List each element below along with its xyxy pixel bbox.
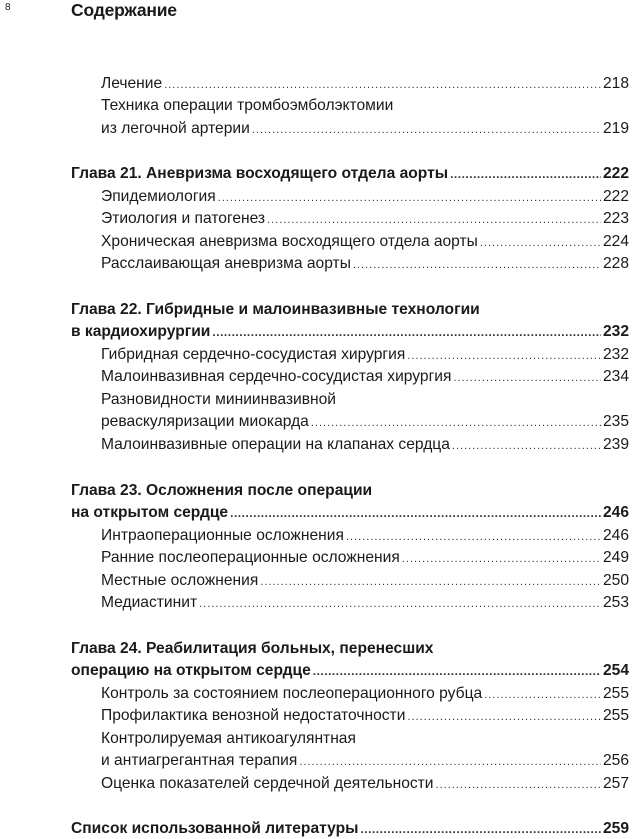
chapter-title: Глава 21. Аневризма восходящего отдела аорты [71, 165, 449, 182]
dot-leader [199, 594, 601, 614]
toc-entry[interactable] [101, 706, 629, 727]
toc-bibliography[interactable] [71, 819, 629, 839]
toc-entry-line[interactable] [101, 390, 629, 410]
toc-entry-title: Гибридная сердечно-сосудистая хирургия [101, 346, 406, 363]
chapter-title: Глава 23. Осложнения после операции [71, 482, 373, 499]
toc-chapter-23-line[interactable] [71, 481, 629, 501]
toc-page-number: 255 [602, 685, 629, 702]
toc-entry-title: Медиастинит [101, 594, 198, 611]
toc-entry[interactable] [101, 119, 629, 140]
toc-entry[interactable] [101, 254, 629, 275]
chapter-title: Глава 22. Гибридные и малоинвазивные технологии [71, 301, 480, 318]
dot-leader [218, 188, 601, 208]
toc-page-number: 219 [602, 120, 629, 137]
toc-entry-title: Эпидемиология [101, 188, 216, 205]
toc-entry-title: Оценка показателей сердечной деятельности [101, 775, 434, 792]
toc-entry-title: Хроническая аневризма восходящего отдела аорты [101, 233, 478, 250]
toc-entry-title: Техника операции тромбоэмболэктомии [101, 97, 394, 114]
toc-entry[interactable] [101, 435, 629, 456]
dot-leader [436, 775, 601, 795]
dot-leader [252, 120, 601, 140]
toc-page-number: 234 [602, 368, 629, 385]
dot-leader [212, 322, 601, 342]
toc-entry[interactable] [101, 209, 629, 230]
toc-chapter-23[interactable] [71, 503, 629, 523]
toc-entry-title: и антиагрегантная терапия [101, 752, 298, 769]
toc-entry-title: Лечение [101, 75, 163, 92]
toc-chapter-24[interactable] [71, 661, 629, 681]
toc-chapter-24-line[interactable] [71, 639, 629, 659]
toc-entry-title: Малоинвазивные операции на клапанах сердца [101, 436, 450, 453]
toc-entry-title: Интраоперационные осложнения [101, 527, 344, 544]
dot-leader [313, 661, 601, 681]
toc-entry[interactable] [101, 345, 629, 366]
dot-leader [267, 210, 601, 230]
dot-leader [311, 413, 601, 433]
dot-leader [346, 527, 601, 547]
toc-entry-title: Местные осложнения [101, 572, 259, 589]
toc-page-number: 228 [602, 255, 629, 272]
toc-chapter-21[interactable] [71, 164, 629, 184]
chapter-title: в кардиохирургии [71, 323, 211, 340]
toc-entry-title: Малоинвазивная сердечно-сосудистая хирургия [101, 368, 452, 385]
chapter-title: Глава 24. Реабилитация больных, перенесших [71, 640, 434, 657]
toc-page-number: 224 [602, 233, 629, 250]
toc-page-number: 232 [602, 323, 629, 340]
dot-leader [450, 164, 601, 184]
toc-page-number: 246 [602, 527, 629, 544]
dot-leader [353, 255, 601, 275]
dot-leader [360, 819, 601, 839]
toc-page-number: 232 [602, 346, 629, 363]
dot-leader [407, 346, 601, 366]
toc-entry[interactable] [101, 367, 629, 388]
toc-entry[interactable] [101, 684, 629, 705]
toc-entry[interactable] [101, 751, 629, 772]
toc-page-number: 249 [602, 549, 629, 566]
toc-page-number: 222 [602, 165, 629, 182]
dot-leader [164, 75, 601, 95]
dot-leader [452, 436, 601, 456]
dot-leader [299, 752, 601, 772]
toc-page-number: 222 [602, 188, 629, 205]
chapter-title: Список использованной литературы [71, 820, 359, 837]
toc-entry[interactable] [101, 571, 629, 592]
dot-leader [480, 233, 601, 253]
toc-entry[interactable] [101, 74, 629, 95]
dot-leader [407, 707, 601, 727]
toc-page-number: 253 [602, 594, 629, 611]
toc-entry-title: из легочной артерии [101, 120, 250, 137]
toc-page-number: 256 [602, 752, 629, 769]
toc-entry[interactable] [101, 526, 629, 547]
toc-page-number: 259 [602, 820, 629, 837]
toc-entry-title: Ранние послеоперационные осложнения [101, 549, 400, 566]
dot-leader [260, 572, 601, 592]
toc-entry[interactable] [101, 232, 629, 253]
page-number: 8 [5, 2, 11, 13]
toc-page-number: 239 [602, 436, 629, 453]
dot-leader [230, 503, 601, 523]
chapter-title: операцию на открытом сердце [71, 662, 311, 679]
toc-page-number: 255 [602, 707, 629, 724]
toc-page-number: 250 [602, 572, 629, 589]
toc-chapter-22-line[interactable] [71, 300, 629, 320]
toc-entry-line[interactable] [101, 96, 629, 116]
toc-entry-title: Профилактика венозной недостаточности [101, 707, 406, 724]
toc-entry-line[interactable] [101, 729, 629, 749]
toc-entry[interactable] [101, 593, 629, 614]
dot-leader [402, 549, 601, 569]
toc-page-number: 254 [602, 662, 629, 679]
toc-page-number: 257 [602, 775, 629, 792]
toc-page-number: 218 [602, 75, 629, 92]
toc-entry-title: Контролируемая антикоагулянтная [101, 730, 356, 747]
toc-chapter-22[interactable] [71, 322, 629, 342]
dot-leader [453, 368, 601, 388]
toc-page-number: 223 [602, 210, 629, 227]
toc-entry-title: Контроль за состоянием послеоперационного рубца [101, 685, 483, 702]
toc-page-number: 246 [602, 504, 629, 521]
running-head-title: Содержание [71, 0, 177, 20]
dot-leader [484, 685, 601, 705]
toc-page-number: 235 [602, 413, 629, 430]
toc-entry[interactable] [101, 774, 629, 795]
toc-entry-title: Расслаивающая аневризма аорты [101, 255, 351, 272]
toc-entry-title: Разновидности миниинвазивной [101, 391, 336, 408]
toc-entry[interactable] [101, 548, 629, 569]
toc-entry-title: Этиология и патогенез [101, 210, 266, 227]
toc-entry-title: реваскуляризации миокарда [101, 413, 309, 430]
toc-entry[interactable] [101, 187, 629, 208]
chapter-title: на открытом сердце [71, 504, 229, 521]
toc-entry[interactable] [101, 412, 629, 433]
